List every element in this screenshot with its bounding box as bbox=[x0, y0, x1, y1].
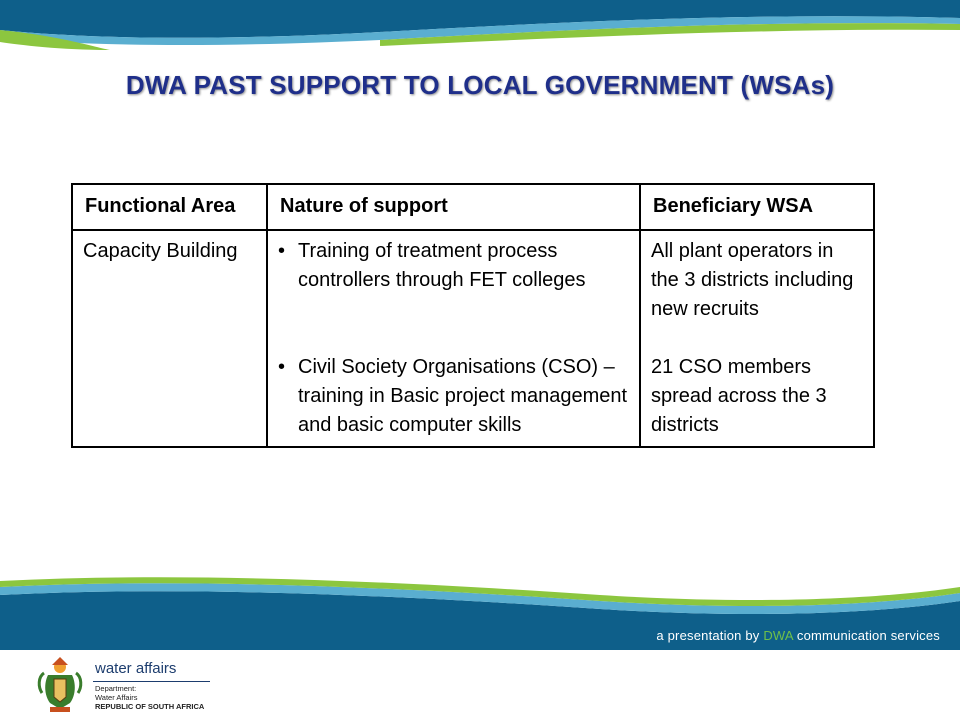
header-functional-area: Functional Area bbox=[72, 184, 267, 230]
support-table bbox=[71, 183, 875, 448]
coat-of-arms-icon bbox=[30, 655, 90, 715]
logo-divider bbox=[93, 681, 210, 682]
header-nature-of-support: Nature of support bbox=[267, 184, 640, 230]
tagline-brand: DWA bbox=[763, 628, 794, 643]
cell-beneficiary-wsa bbox=[640, 230, 874, 447]
cell-nature-of-support bbox=[267, 230, 640, 447]
list-item bbox=[278, 237, 631, 295]
beneficiary-text: 21 CSO members spread across the 3 districts bbox=[651, 356, 827, 436]
table-header-row bbox=[72, 184, 874, 230]
logo-title: water affairs bbox=[95, 660, 177, 677]
bullet-icon: • bbox=[278, 240, 286, 262]
logo-line-department: Department: bbox=[95, 684, 137, 693]
tagline-prefix: a presentation by bbox=[656, 628, 764, 643]
presentation-tagline bbox=[656, 628, 940, 643]
bullet-icon: • bbox=[278, 356, 286, 378]
top-wave-banner bbox=[0, 0, 960, 70]
support-item-text: Training of treatment process controllers through FET colleges bbox=[298, 240, 586, 291]
support-item-text: Civil Society Organisations (CSO) – training in Basic project management and basic computer skills bbox=[298, 356, 628, 436]
tagline-suffix: communication services bbox=[793, 628, 940, 643]
logo-line-water-affairs: Water Affairs bbox=[95, 693, 138, 702]
beneficiary-text: All plant operators in the 3 districts including new recruits bbox=[651, 240, 854, 320]
support-list bbox=[278, 237, 631, 440]
header-beneficiary-wsa: Beneficiary WSA bbox=[640, 184, 874, 230]
table-row bbox=[72, 230, 874, 447]
spacer bbox=[651, 324, 865, 353]
cell-functional-area: Capacity Building bbox=[72, 230, 267, 447]
slide-title: DWA PAST SUPPORT TO LOCAL GOVERNMENT (WSAs) bbox=[125, 70, 835, 100]
logo-line-republic: REPUBLIC OF SOUTH AFRICA bbox=[95, 702, 205, 711]
list-item bbox=[278, 353, 631, 440]
